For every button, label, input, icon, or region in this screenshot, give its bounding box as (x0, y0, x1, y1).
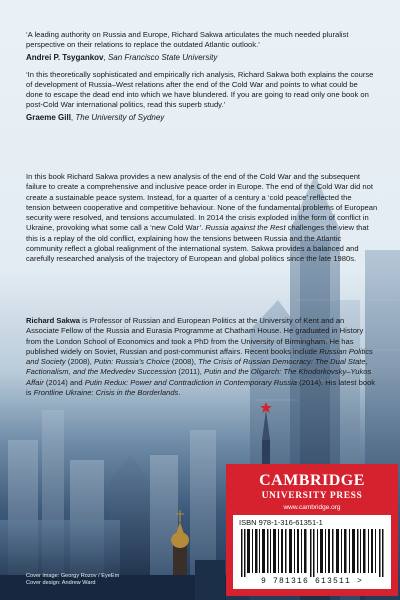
quote-text: ‘In this theoretically sophisticated and empirically rich analysis, Richard Sakwa both explains the course of development of Russia–West relations after the end of the Cold War and points to what could be done to escape the dead end into which we have blundered. If you are going to read only one book on post-Cold War international politics, read this superb study.’ (26, 69, 374, 110)
author-biography (26, 316, 378, 398)
quote-affiliation: The University of Sydney (75, 112, 165, 122)
bio-book-title: Putin and the Oligarch: The Khodorkovsky–Yukos Affair (26, 367, 372, 387)
endorsement-quote (26, 70, 376, 123)
cover-design-credit: Cover design: Andrew Ward (26, 580, 96, 587)
quote-affiliation: San Francisco State University (107, 52, 218, 62)
bio-text: (2014) and (43, 377, 85, 387)
cover-credits (26, 573, 119, 587)
endorsement-quotes (26, 30, 376, 123)
description-text: challenges the view that this is a replay of the old conflict, explaining how the tensions between Russia and the Atlantic community reflect a global realignment of the international system. Sakwa provides a balanced and carefully researched analysis of the trajectory of European and global politics since the late 1980s. (26, 223, 369, 264)
quote-attribution: Andrei P. Tsygankov, San Francisco State University (26, 52, 218, 62)
quote-author: Andrei P. Tsygankov (26, 52, 104, 62)
bio-text: (2008), (65, 357, 94, 367)
description-paragraph (26, 172, 378, 265)
author-name: Richard Sakwa (26, 316, 81, 325)
bio-book-title: Putin Redux: Power and Contradiction in Contemporary Russia (84, 377, 297, 387)
publisher-block (226, 464, 398, 596)
bio-book-title: Russian Politics and Society (26, 346, 373, 367)
bio-text: (2011), (176, 367, 204, 377)
quote-attribution: Graeme Gill, The University of Sydney (26, 112, 165, 122)
bio-text: is Professor of Russian and European Politics at the University of Kent and an Associate Fellow of the Russia and Eurasia Programme at Chatham House. He graduated in History from the London School of Economics and took a PhD from the University of Birmingham. He has published widely on Soviet, Russian and post-communist affairs. Recent books include (26, 316, 364, 356)
cover-image-credit: Cover image: Georgy Rozov / EyeEm (26, 573, 120, 579)
publisher-subtitle: UNIVERSITY PRESS (261, 491, 363, 501)
endorsement-quote (26, 30, 376, 63)
book-title-inline: Russia against the Rest (205, 223, 286, 233)
biography-paragraph (26, 316, 378, 398)
book-description (26, 172, 378, 265)
bio-book-title: The Crisis of Russian Democracy: The Dual State, Factionalism, and the Medvedev Succession (26, 357, 368, 377)
bio-text: . (178, 388, 181, 398)
publisher-name: CAMBRIDGE (259, 472, 365, 489)
bio-book-title: Putin: Russia’s Choice (93, 357, 170, 367)
bio-book-title: Frontline Ukraine: Crisis in the Borderlands (33, 388, 179, 398)
bio-text: (2008), (169, 357, 199, 367)
publisher-url: www.cambridge.org (283, 504, 341, 511)
barcode-icon (241, 529, 385, 577)
barcode-panel (233, 515, 391, 589)
bio-text: (2014). His latest book is (26, 377, 376, 398)
description-text: In this book Richard Sakwa provides a new analysis of the end of the Cold War and the subsequent failure to create a comprehensive and inclusive peace order in Europe. The end of the Cold War did not create a sustainable peace system. Instead, for a quarter of a century a ‘cold peace’ reflected the tension between cooperative and competitive behaviour. None of the fundamental problems of European security were resolved, and tensions accumulated. In 2014 the crisis exploded in the form of conflict in Ukraine, provoking what some call a ‘new Cold War’. (26, 172, 378, 233)
barcode-number: 9 781316 613511 > (260, 577, 363, 586)
quote-text: ‘A leading authority on Russia and Europe, Richard Sakwa articulates the much needed pluralist perspective on their relations to replace the outdated Atlantic outlook.’ (26, 30, 349, 50)
quote-author: Graeme Gill (26, 112, 71, 122)
isbn-label: ISBN 978-1-316-61351-1 (239, 518, 323, 527)
